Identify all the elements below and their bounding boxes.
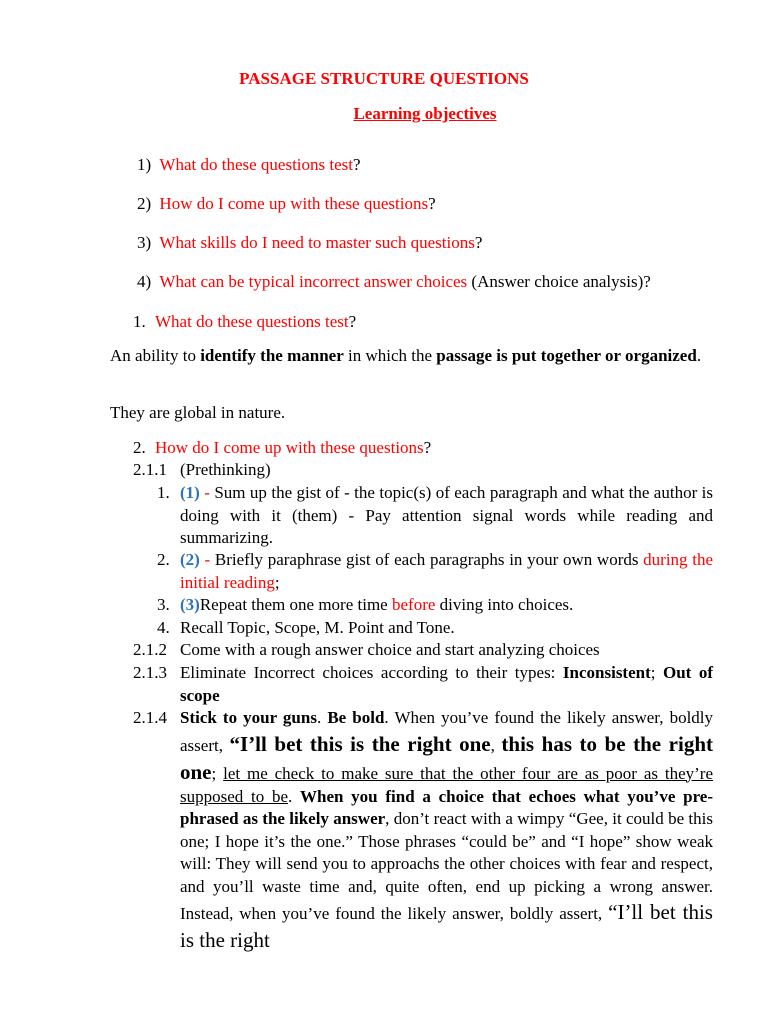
item-number-2-1-3: 2.1.3 <box>133 663 167 682</box>
step-number-1: 1. <box>157 483 170 502</box>
step-1: (1) - Sum up the gist of - the topic(s) of each paragraph and what the author is doing with it (them) - Pay attention signal words while reading and summarizing. <box>180 483 713 547</box>
objective-number: 3) <box>137 233 152 252</box>
page-title: PASSAGE STRUCTURE QUESTIONS <box>239 69 529 88</box>
objective-number: 2) <box>137 194 152 213</box>
global-statement: They are global in nature. <box>110 403 286 422</box>
prethinking-label: (Prethinking) <box>180 460 271 479</box>
objective-text: What do these questions test <box>159 155 353 174</box>
page-subtitle: Learning objectives <box>353 104 497 123</box>
item-2-1-3 <box>180 662 713 707</box>
intro-bold-1: identify the manner <box>200 346 344 365</box>
step-2: (2) - Briefly paraphrase gist of each paragraphs in your own words during the initial reading; <box>180 550 714 592</box>
item-number-2-1-4: 2.1.4 <box>133 708 167 727</box>
item-text-6: , don’t react with a wimpy “Gee, it could be this one; I hope it’s the one.” Those phrases “could be” and “I hope” show weak will: They will send you to approachs the other choices with fear and respect, and you’ll waste time and, quite often, end up picking a wrong answer. Instead, when you’ve found the likely answer, boldly assert, <box>180 809 713 923</box>
step-red-text: during the initial reading <box>180 550 714 592</box>
step-tag: 1 <box>185 483 195 502</box>
step-end: ; <box>274 572 280 592</box>
objective-suffix: ? <box>428 194 436 213</box>
objective-4 <box>137 271 651 293</box>
section-heading-suffix: ? <box>348 312 357 331</box>
section-heading-text: How do I come up with these questions <box>155 438 424 457</box>
item-2-1-4 <box>180 707 713 954</box>
step-tag: 2 <box>185 550 195 569</box>
item-text-5: . <box>288 786 300 806</box>
objective-1 <box>137 154 361 176</box>
step-tag: 3 <box>185 595 195 614</box>
item-emphasis-3: “I’ll bet this is the right <box>180 900 713 952</box>
objective-text: How do I come up with these questions <box>159 194 429 213</box>
item-text-1: . <box>316 708 328 727</box>
intro-bold-2: passage is put together or organized <box>436 346 697 365</box>
item-text-3: , <box>490 735 502 755</box>
item-bold-2: Out of scope <box>180 663 713 705</box>
step-text: Repeat them one more time <box>199 595 392 614</box>
section-1-heading <box>133 311 356 333</box>
objective-suffix: ? <box>353 155 361 174</box>
step-number-2: 2. <box>157 550 170 569</box>
item-emphasis-1: “I’ll bet this is the right one <box>229 731 491 756</box>
step-end: diving into choices. <box>435 595 574 614</box>
item-number-2-1-1: 2.1.1 <box>133 460 167 479</box>
item-separator: ; <box>650 663 663 682</box>
objective-3 <box>137 232 482 254</box>
item-number-2-1-2: 2.1.2 <box>133 640 167 659</box>
step-number-3: 3. <box>157 595 170 614</box>
step-red-text: before <box>391 595 436 614</box>
objective-number: 4) <box>137 272 152 291</box>
objective-2 <box>137 193 436 215</box>
objective-number: 1) <box>137 155 152 174</box>
intro-text-2: in which the <box>343 346 437 365</box>
intro-text-1: An ability to <box>110 346 201 365</box>
section-heading-text: What do these questions test <box>155 312 349 331</box>
intro-text-3: . <box>696 346 702 365</box>
step-number-4: 4. <box>157 618 170 637</box>
intro-paragraph <box>110 345 713 368</box>
objective-suffix: ? <box>474 233 483 252</box>
item-emphasis-2: this has to be the right one <box>180 731 713 784</box>
item-2-1-2-text: Come with a rough answer choice and start analyzing choices <box>180 640 600 659</box>
step-text: Briefly paraphrase gist of each paragraphs in your own words <box>210 550 644 569</box>
item-text: Eliminate Incorrect choices according to their types: <box>180 663 563 682</box>
step-3: (3)Repeat them one more time before diving into choices. <box>180 595 574 614</box>
item-bold-3: When you find a choice that echoes what you’ve pre- phrased as the likely answer <box>180 786 714 828</box>
step-text: Sum up the gist of - the topic(s) of each paragraph and what the author is doing with it (them) - Pay attention signal words while reading and summarizing. <box>180 483 713 547</box>
step-4: Recall Topic, Scope, M. Point and Tone. <box>180 618 455 637</box>
item-underlined: let me check to make sure that the other four are as poor as they’re supposed to be <box>180 763 713 806</box>
item-text-4: ; <box>211 763 224 783</box>
section-number: 1. <box>133 312 146 331</box>
item-bold-2: Be bold <box>327 708 385 727</box>
section-2-heading <box>133 437 431 459</box>
item-bold-1: Stick to your guns <box>180 708 317 727</box>
objective-suffix: (Answer choice analysis)? <box>467 272 651 291</box>
item-text-2: . When you’ve found the likely answer, boldly assert, <box>180 708 714 755</box>
objective-text: What skills do I need to master such questions <box>159 233 475 252</box>
section-number: 2. <box>133 438 146 457</box>
section-heading-suffix: ? <box>423 438 432 457</box>
objective-text: What can be typical incorrect answer choices <box>159 272 468 291</box>
item-bold-1: Inconsistent <box>562 663 651 682</box>
